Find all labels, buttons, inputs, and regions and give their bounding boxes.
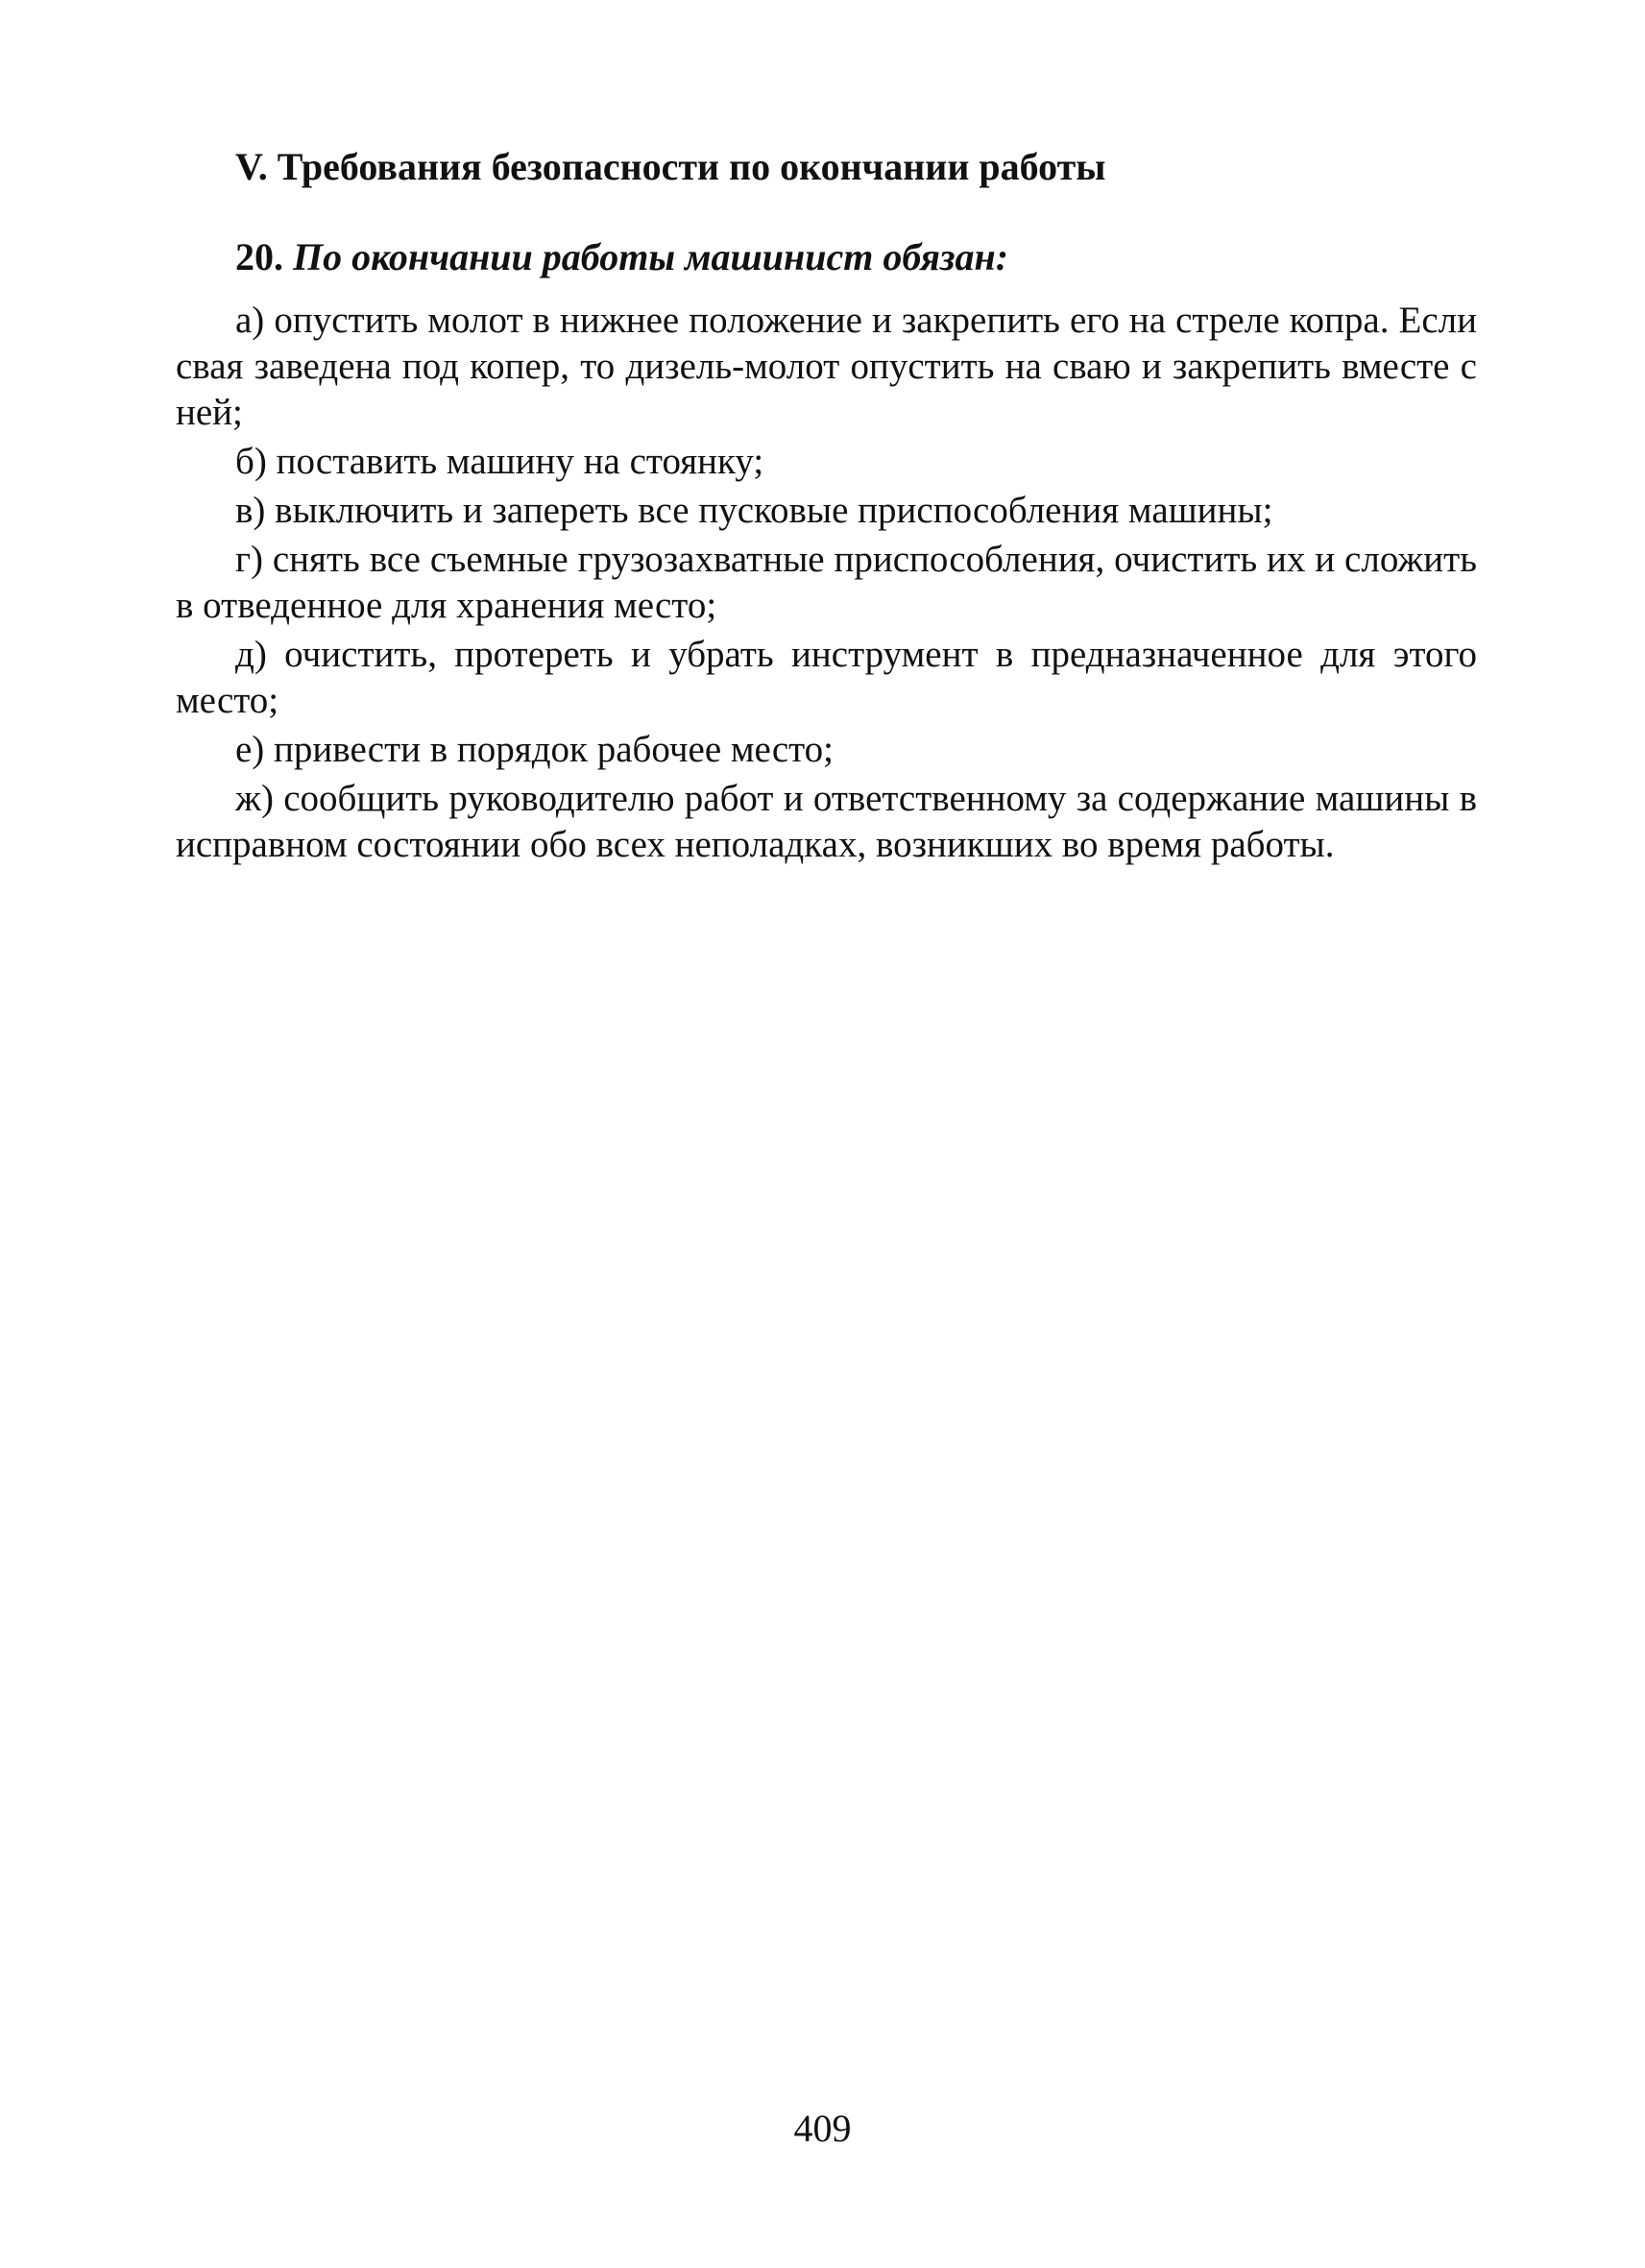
- list-item: е) привести в порядок рабочее место;: [235, 729, 835, 770]
- list-item: б) поставить машину на стоянку;: [235, 441, 764, 482]
- page-content: [176, 144, 1477, 871]
- section-heading: V. Требования безопасности по окончании работы: [235, 145, 1106, 188]
- list-item: в) выключить и запереть все пусковые приспособления машины;: [235, 490, 1273, 531]
- list-item: г) снять все съемные грузозахватные приспособления, очистить их и сложить в отведенное для хранения место;: [176, 539, 1477, 626]
- page-number: 409: [793, 2107, 852, 2150]
- list-item: д) очистить, протереть и убрать инструмент в предназначенное для этого место;: [176, 634, 1477, 721]
- list-item: ж) сообщить руководителю работ и ответственному за содержание машины в исправном состоянии обо всех неполадках, возникших во время работы.: [176, 778, 1477, 865]
- list-item: а) опустить молот в нижнее положение и закрепить его на стреле копра. Если свая заведена под копер, то дизель-молот опустить на сваю и закрепить вместе с ней;: [176, 300, 1477, 433]
- clause-title: По окончании работы машинист обязан:: [293, 235, 1009, 278]
- clause-heading: [176, 234, 1477, 280]
- clause-items-list: [176, 298, 1477, 868]
- clause-number: 20.: [235, 235, 283, 278]
